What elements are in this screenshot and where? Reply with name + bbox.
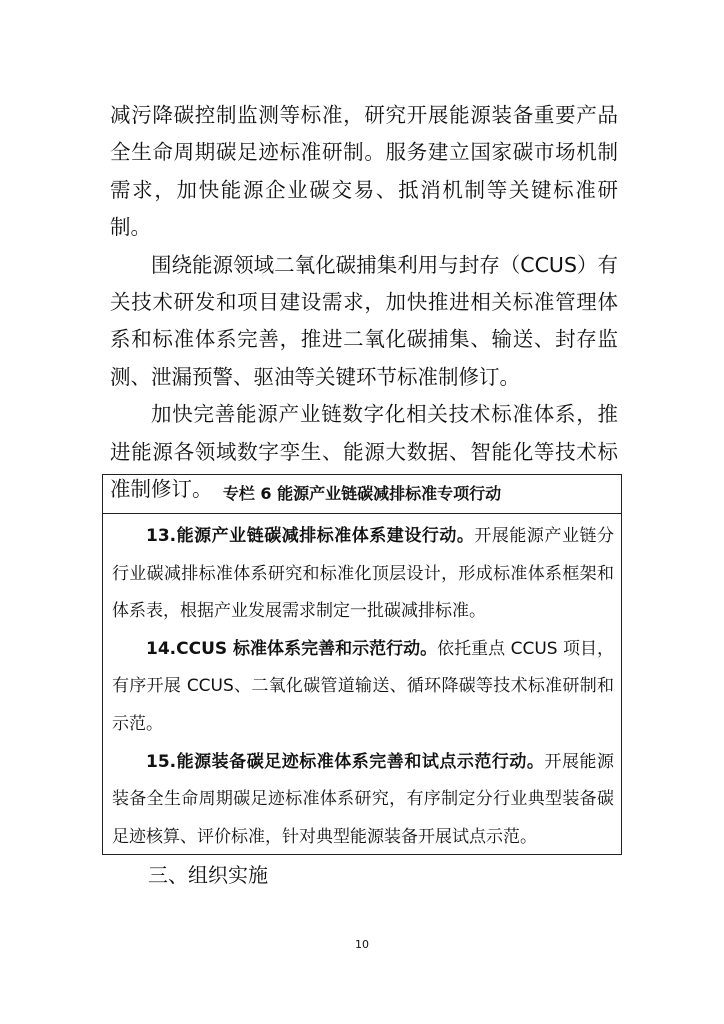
special-column-box (102, 474, 622, 855)
box-body (103, 518, 621, 856)
paragraph-1: 减污降碳控制监测等标准，研究开展能源装备重要产品全生命周期碳足迹标准研制。服务建立国家碳市场机制需求，加快能源企业碳交易、抵消机制等关键标准研制。 (110, 103, 618, 240)
box-item-text: 开展能源装备全生命周期碳足迹标准体系研究，有序制定分行业典型装备碳足迹核算、评价标准，针对典型能源装备开展试点示范。 (112, 751, 614, 847)
box-item-heading: 14.CCUS 标准体系完善和示范行动。 (146, 638, 438, 659)
paragraph-3: 加快完善能源产业链数字化相关技术标准体系，推进能源各领域数字孪生、能源大数据、智能化等技术标准制修订。 (110, 402, 618, 502)
paragraph-2: 围绕能源领域二氧化碳捕集利用与封存（CCUS）有关技术研发和项目建设需求，加快推进相关标准管理体系和标准体系完善，推进二氧化碳捕集、输送、封存监测、泄漏预警、驱油等关键环节标准制修订。 (110, 252, 618, 389)
box-item (112, 631, 614, 744)
box-item-heading: 13.能源产业链碳减排标准体系建设行动。 (146, 526, 475, 546)
box-title: 专栏 6 能源产业链碳减排标准专项行动 (103, 475, 621, 514)
page-number: 10 (355, 938, 369, 951)
section-heading: 三、组织实施 (148, 863, 268, 887)
box-item-text: 依托重点 CCUS 项目，有序开展 CCUS、二氧化碳管道输送、循环降碳等技术标准研制和示范。 (112, 638, 614, 734)
box-item (112, 744, 614, 857)
box-item-text: 开展能源产业链分行业碳减排标准体系研究和标准化顶层设计，形成标准体系框架和体系表，根据产业发展需求制定一批碳减排标准。 (112, 526, 614, 622)
box-item-heading: 15.能源装备碳足迹标准体系完善和试点示范行动。 (146, 751, 545, 772)
box-item (112, 518, 614, 631)
body-text (110, 97, 618, 508)
